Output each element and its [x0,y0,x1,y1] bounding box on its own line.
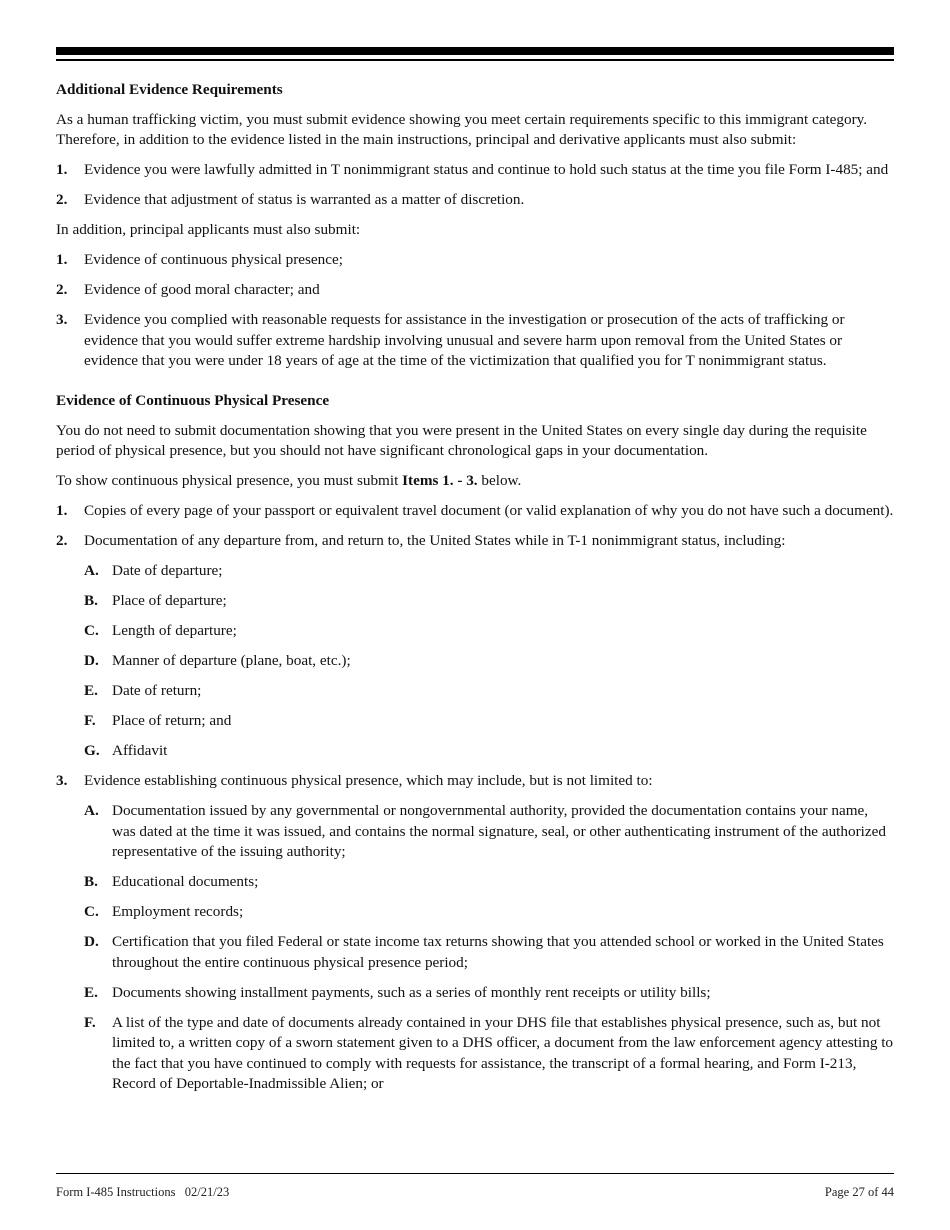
list-item [56,310,894,372]
item-number: 1. [56,502,68,519]
footer-rule [56,1173,894,1174]
item-text: Evidence of good moral character; and [84,281,320,298]
list-item [56,160,894,181]
sub-text: Date of return; [112,682,202,699]
list-item [56,190,894,211]
footer-page-number: Page 27 of 44 [824,1185,894,1199]
sub-item [84,932,894,973]
section-heading-continuous-presence: Evidence of Continuous Physical Presence [56,392,330,409]
item-number: 3. [56,311,68,328]
item-number: 2. [56,532,68,549]
sub-item [84,741,894,762]
header-rule-thin [56,59,894,61]
sub-text: Employment records; [112,903,244,920]
sub-text: Certification that you filed Federal or state income tax returns showing that you attended school or worked in the United States throughout the entire continuous physical presence period; [112,933,884,971]
sub-letter: B. [84,873,98,890]
sub-text: Documentation issued by any governmental or nongovernmental authority, provided the documentation contains your name, was dated at the time it was issued, and contains the normal signature, seal, or other authenticating instrument of the authorized representative of the issuing authority; [112,802,886,860]
item-text: Evidence establishing continuous physical presence, which may include, but is not limited to: [84,772,653,789]
sub-letter: F. [84,1013,96,1031]
sub-text: A list of the type and date of documents already contained in your DHS file that establishes physical presence, such as, but not limited to, a written copy of a sworn statement given to a DHS officer, a document from the law enforcement agency attesting to the fact that you have continued to comply with requests for assistance, the transcript of a formal hearing, and Form I-213, Record of Deportable-Inadmissible Alien; or [112,1013,894,1092]
sub-item [84,1013,894,1095]
sub-letter: C. [84,903,99,920]
sub-item [84,801,894,863]
list-item [56,250,894,271]
item-text: Evidence of continuous physical presence; [84,251,343,268]
sub-text: Place of departure; [112,592,227,609]
sub-letter: E. [84,682,98,699]
item-text: Evidence you complied with reasonable requests for assistance in the investigation or prosecution of the acts of trafficking or evidence that you would suffer extreme hardship involving unusual and severe harm upon removal from the United States or evidence that you were under 18 years of age at the time of the victimization that qualified you for T nonimmigrant status. [84,311,845,369]
item-text: Documentation of any departure from, and return to, the United States while in T-1 nonimmigrant status, including: [84,532,786,549]
sub-item [84,902,894,923]
presence-instruction [56,471,894,492]
instruction-bold: Items 1. - 3. [402,472,478,489]
page-content [56,80,894,1104]
section-heading-additional-evidence: Additional Evidence Requirements [56,81,283,98]
sub-item [84,591,894,612]
sub-letter: C. [84,622,99,639]
header-rule-thick [56,47,894,55]
sub-item [84,621,894,642]
list-item [56,501,894,522]
presence-intro: You do not need to submit documentation showing that you were present in the United States on every single day during the requisite period of physical presence, but you should not have significant chronological gaps in your documentation. [56,421,867,459]
sub-item [84,983,894,1004]
list-item [56,531,894,552]
sub-letter: D. [84,933,99,950]
item-number: 2. [56,281,68,298]
sub-text: Manner of departure (plane, boat, etc.); [112,652,351,669]
sub-letter: D. [84,652,99,669]
sub-letter: A. [84,562,99,579]
sub-letter: B. [84,592,98,609]
item-number: 1. [56,161,68,178]
sub-text: Educational documents; [112,873,259,890]
sub-item [84,872,894,893]
principal-intro: In addition, principal applicants must also submit: [56,221,361,238]
sub-text: Date of departure; [112,562,223,579]
sub-text: Length of departure; [112,622,237,639]
item-number: 1. [56,251,68,268]
item-text: Evidence you were lawfully admitted in T nonimmigrant status and continue to hold such status at the time you file Form I-485; and [84,161,889,178]
sub-item [84,561,894,582]
sub-letter: E. [84,983,98,1001]
sub-text: Affidavit [112,742,168,759]
item-text: Evidence that adjustment of status is warranted as a matter of discretion. [84,191,525,208]
instruction-prefix: To show continuous physical presence, you must submit [56,472,403,489]
sub-letter: F. [84,712,96,729]
sub-letter: A. [84,802,99,819]
instruction-suffix: below. [477,472,522,489]
sub-letter: G. [84,742,100,759]
sub-text: Place of return; and [112,712,232,729]
sub-item [84,711,894,732]
item-text: Copies of every page of your passport or equivalent travel document (or valid explanation of why you do not have such a document). [84,502,894,519]
sub-text: Documents showing installment payments, such as a series of monthly rent receipts or utility bills; [112,983,711,1001]
list-item [56,771,894,792]
footer-form-id: Form I-485 Instructions 02/21/23 [56,1185,230,1199]
page-footer [56,1182,894,1203]
list-item [56,280,894,301]
sub-item [84,681,894,702]
item-number: 2. [56,191,68,208]
intro-paragraph: As a human trafficking victim, you must submit evidence showing you meet certain requirements specific to this immigrant category. Therefore, in addition to the evidence listed in the main instructions, principal and derivative applicants must also submit: [56,110,868,148]
item-number: 3. [56,772,68,789]
sub-item [84,651,894,672]
